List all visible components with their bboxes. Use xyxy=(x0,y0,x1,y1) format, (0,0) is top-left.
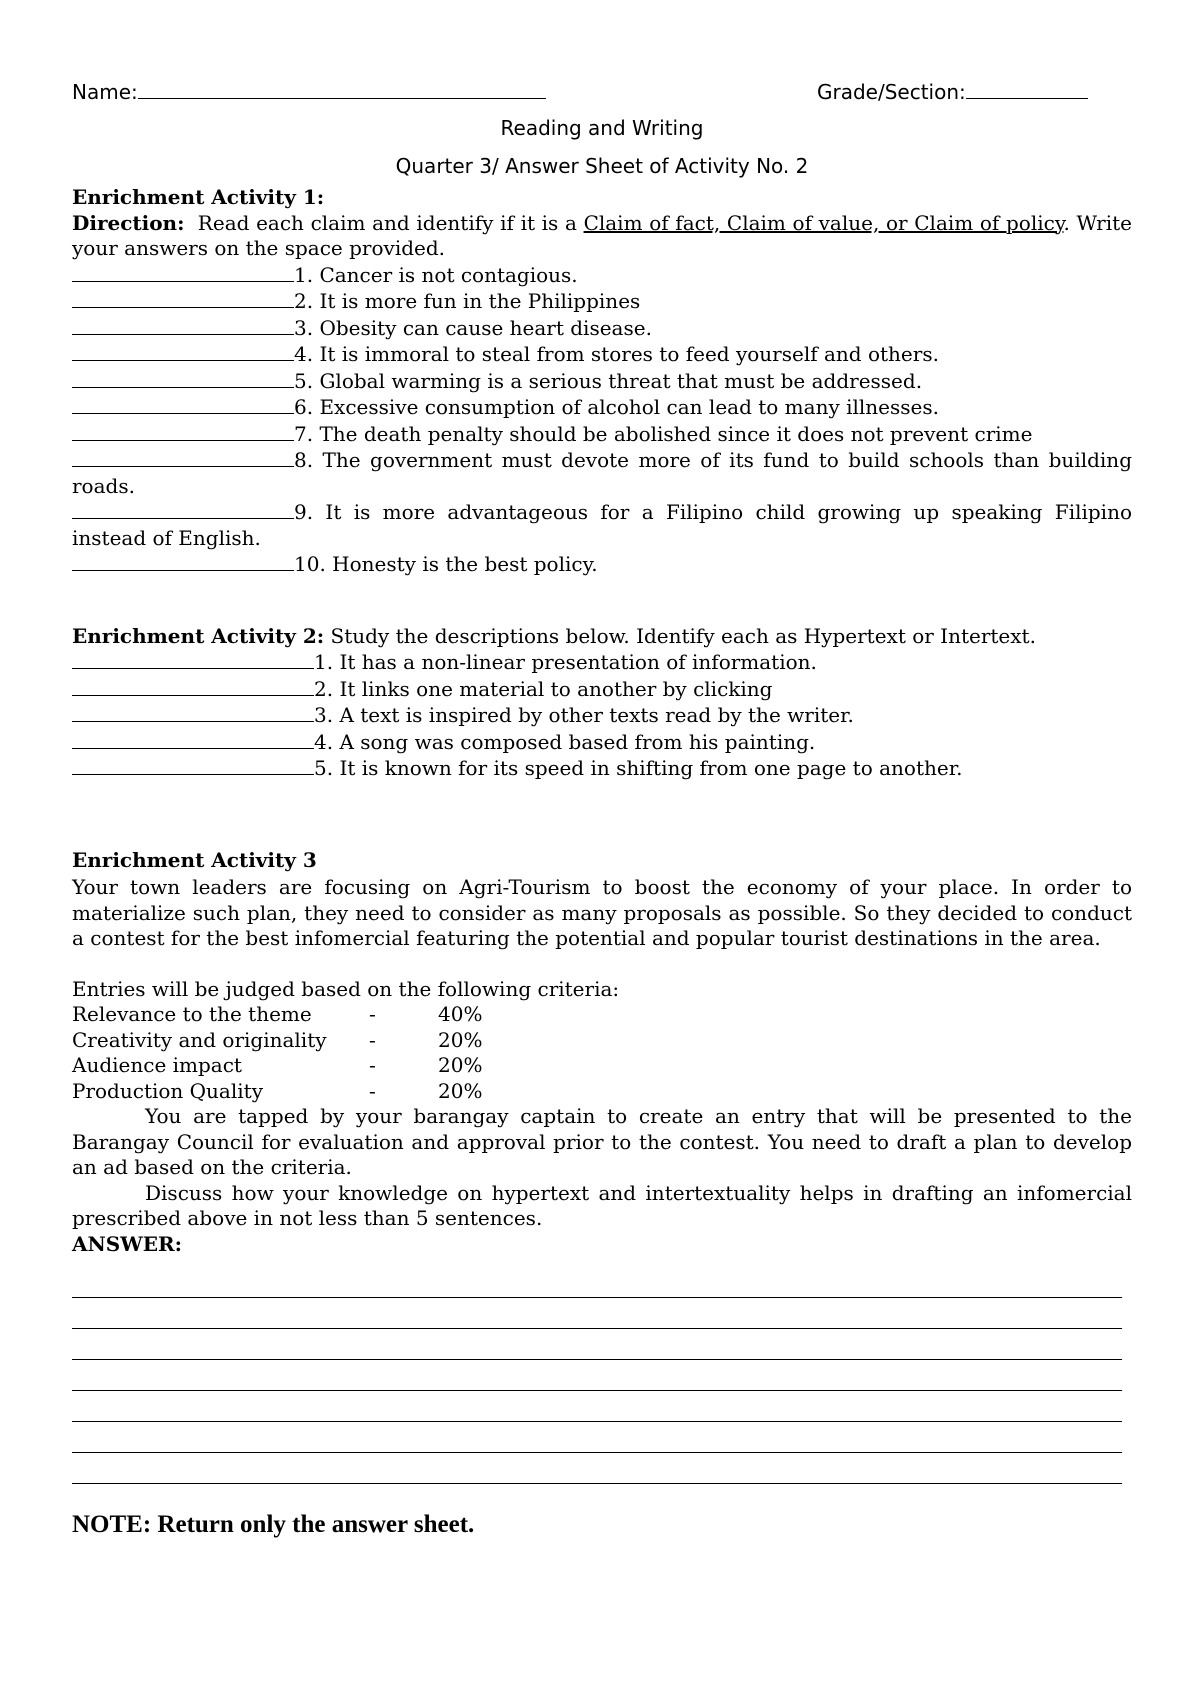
criteria-row xyxy=(72,1053,1132,1079)
document-title: Reading and Writing xyxy=(500,116,704,140)
direction-text-post: . Write your answers on the space provided. xyxy=(72,210,1132,260)
item-text: 3. A text is inspired by other texts read by the writer. xyxy=(314,703,854,727)
criteria-percent: 20% xyxy=(438,1053,483,1077)
answer-blank[interactable] xyxy=(72,755,314,775)
activity-1-direction xyxy=(72,211,1132,262)
grade-section-label: Grade/Section: xyxy=(817,80,966,104)
header-row xyxy=(72,78,1132,108)
criteria-percent: 20% xyxy=(438,1027,483,1052)
item-text: 2. It is more fun in the Philippines xyxy=(294,289,641,313)
grade-section-blank[interactable] xyxy=(966,78,1088,99)
criteria-percent: 20% xyxy=(438,1078,483,1103)
item-text: 9. It is more advantageous for a Filipino child growing up speaking Filipino instead of English. xyxy=(72,500,1132,550)
list-item xyxy=(72,551,1132,578)
list-item xyxy=(72,447,1132,499)
list-item xyxy=(72,702,1132,729)
document-subtitle: Quarter 3/ Answer Sheet of Activity No. 2 xyxy=(395,153,809,178)
criteria-dash: - xyxy=(369,1053,376,1077)
criteria-row xyxy=(72,1079,1132,1105)
answer-line[interactable] xyxy=(72,1391,1122,1422)
criteria-dash: - xyxy=(369,1027,376,1052)
direction-label: Direction: xyxy=(72,210,185,235)
answer-blank[interactable] xyxy=(72,315,294,335)
list-item xyxy=(72,341,1132,368)
answer-blank[interactable] xyxy=(72,394,294,414)
item-text: 1. Cancer is not contagious. xyxy=(294,262,578,287)
criteria-name: Audience impact xyxy=(72,1053,242,1077)
direction-text-pre: Read each claim and identify if it is a xyxy=(184,210,584,235)
item-text: 1. It has a non-linear presentation of information. xyxy=(314,650,817,674)
answer-label: ANSWER: xyxy=(72,1231,182,1256)
criteria-name: Creativity and originality xyxy=(72,1027,327,1052)
grade-section-field xyxy=(817,78,1088,106)
activity-1-heading: Enrichment Activity 1: xyxy=(72,185,325,209)
item-text: 5. It is known for its speed in shifting from one page to another. xyxy=(314,756,963,780)
direction-claim-types: Claim of fact, Claim of value, or Claim of policy xyxy=(583,210,1064,235)
answer-blank[interactable] xyxy=(72,288,294,308)
criteria-dash: - xyxy=(369,1002,376,1026)
list-item xyxy=(72,649,1132,676)
criteria-row xyxy=(72,1028,1132,1054)
activity-2-instruction xyxy=(72,624,1132,650)
criteria-row xyxy=(72,1002,1132,1028)
list-item xyxy=(72,499,1132,551)
return-note: NOTE: Return only the answer sheet. xyxy=(72,1511,475,1538)
answer-line[interactable] xyxy=(72,1329,1122,1360)
item-text: 10. Honesty is the best policy. xyxy=(294,552,598,576)
name-blank[interactable] xyxy=(138,78,546,99)
list-item xyxy=(72,676,1132,703)
answer-lines xyxy=(72,1267,1122,1484)
item-text: 5. Global warming is a serious threat that must be addressed. xyxy=(294,368,923,393)
answer-line[interactable] xyxy=(72,1298,1122,1329)
activity-3-paragraph-2: You are tapped by your barangay captain to create an entry that will be presented to the Barangay Council for evaluation and approval prior to the contest. You need to draft a plan to develop an ad based on the criteria. xyxy=(72,1104,1132,1179)
list-item xyxy=(72,394,1132,421)
answer-line[interactable] xyxy=(72,1360,1122,1391)
criteria-intro: Entries will be judged based on the following criteria: xyxy=(72,976,620,1001)
list-item xyxy=(72,262,1132,289)
item-text: 3. Obesity can cause heart disease. xyxy=(294,315,652,340)
answer-blank[interactable] xyxy=(72,341,294,361)
answer-blank[interactable] xyxy=(72,368,294,388)
answer-line[interactable] xyxy=(72,1267,1122,1298)
criteria-name: Production Quality xyxy=(72,1078,263,1103)
list-item xyxy=(72,729,1132,756)
answer-blank[interactable] xyxy=(72,499,294,519)
activity-2-colon: : xyxy=(316,623,325,648)
activity-3 xyxy=(72,848,1132,1485)
item-text: 2. It links one material to another by clicking xyxy=(314,676,773,701)
answer-blank[interactable] xyxy=(72,551,294,571)
activity-2-heading: Enrichment Activity 2 xyxy=(72,623,317,648)
answer-line[interactable] xyxy=(72,1453,1122,1484)
list-item xyxy=(72,421,1132,448)
answer-blank[interactable] xyxy=(72,649,314,669)
activity-2 xyxy=(72,624,1132,782)
name-label: Name: xyxy=(72,80,138,104)
activity-1 xyxy=(72,185,1132,578)
criteria-dash: - xyxy=(369,1078,376,1103)
answer-blank[interactable] xyxy=(72,262,294,282)
item-text: 6. Excessive consumption of alcohol can lead to many illnesses. xyxy=(294,395,939,419)
list-item xyxy=(72,315,1132,342)
item-text: 8. The government must devote more of its fund to build schools than building roads. xyxy=(72,448,1132,498)
item-text: 4. A song was composed based from his painting. xyxy=(314,729,816,754)
item-text: 4. It is immoral to steal from stores to feed yourself and others. xyxy=(294,342,939,366)
activity-3-heading: Enrichment Activity 3 xyxy=(72,847,317,872)
activity-3-paragraph-1: Your town leaders are focusing on Agri-Tourism to boost the economy of your place. In order to materialize such plan, they need to consider as many proposals as possible. So they decided to conduct a contest for the best infomercial featuring the potential and popular tourist destinations in the area. xyxy=(72,875,1132,950)
answer-blank[interactable] xyxy=(72,729,314,749)
activity-2-instruction-text: Study the descriptions below. Identify each as Hypertext or Intertext. xyxy=(324,623,1036,648)
answer-blank[interactable] xyxy=(72,676,314,696)
criteria-name: Relevance to the theme xyxy=(72,1002,312,1026)
list-item xyxy=(72,755,1132,782)
answer-blank[interactable] xyxy=(72,702,314,722)
answer-line[interactable] xyxy=(72,1422,1122,1453)
item-text: 7. The death penalty should be abolished since it does not prevent crime xyxy=(294,421,1033,446)
criteria-percent: 40% xyxy=(438,1002,483,1026)
answer-blank[interactable] xyxy=(72,447,294,467)
list-item xyxy=(72,288,1132,315)
answer-blank[interactable] xyxy=(72,421,294,441)
list-item xyxy=(72,368,1132,395)
activity-3-paragraph-3: Discuss how your knowledge on hypertext and intertextuality helps in drafting an infomercial prescribed above in not less than 5 sentences. xyxy=(72,1180,1132,1230)
name-field xyxy=(72,78,546,106)
